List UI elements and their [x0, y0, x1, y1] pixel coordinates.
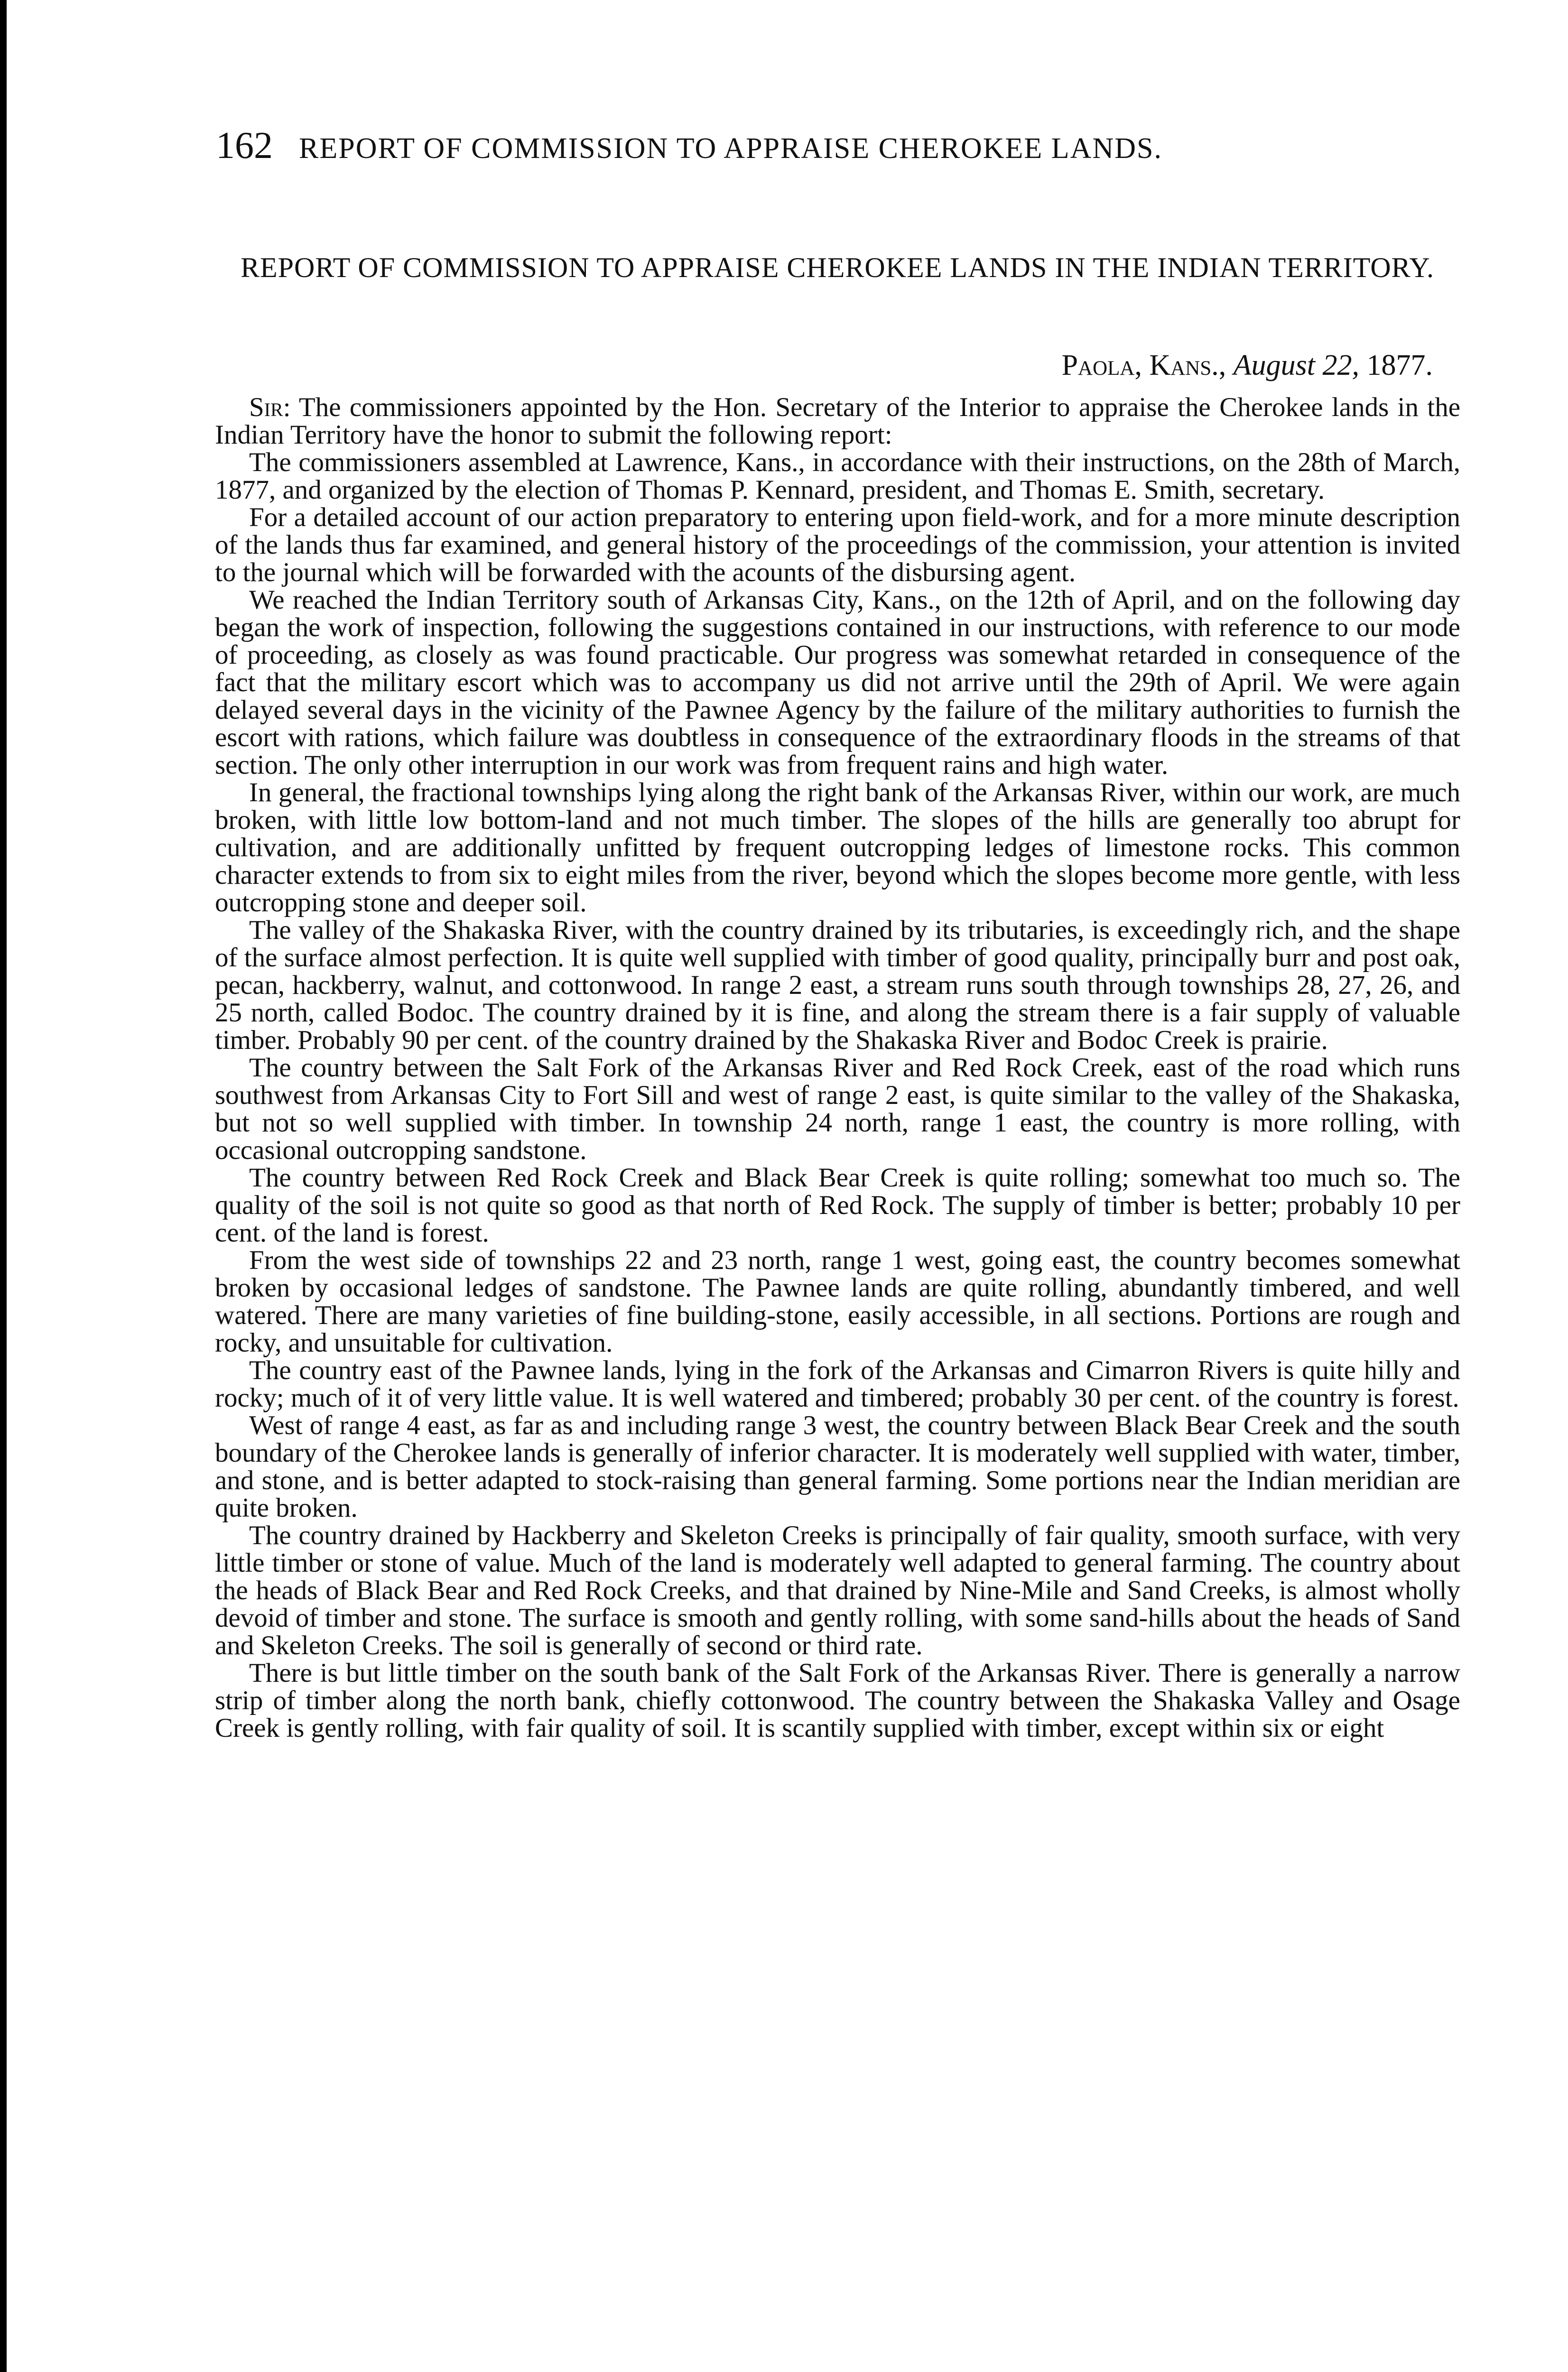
paragraph-7: The country between the Salt Fork of the Arkansas River and Red Rock Creek, east of the road which runs southwest from Arkansas City to Fort Sill and west of range 2 east, is quite similar to the valley of the Shakaska, but not so well supplied with timber. In township 24 north, range 1 east, the country is more rolling, with occasional outcropping sandstone. [215, 1053, 1460, 1165]
paragraph-2: The commissioners assembled at Lawrence, Kans., in accordance with their instructions, on the 28th of March, 1877, and organized by the election of Thomas P. Kennard, president, and Thomas E. Smith, secretary. [215, 447, 1460, 505]
paragraph-8: The country between Red Rock Creek and Black Bear Creek is quite rolling; somewhat too much so. The quality of the soil is not quite so good as that north of Red Rock. The supply of timber is better; probably 10 per cent. of the land is forest. [215, 1163, 1460, 1248]
paragraph-5: In general, the fractional townships lying along the right bank of the Arkansas River, within our work, are much broken, with little low bottom-land and not much timber. The slopes of the hills are generally too abrupt for cultivation, and are additionally unfitted by frequent outcropping ledges of limestone rocks. This common character extends to from six to eight miles from the river, beyond which the slopes become more gentle, with less outcropping stone and deeper soil. [215, 778, 1460, 917]
paragraph-3: For a detailed account of our action preparatory to entering upon field-work, and for a more minute description of the lands thus far examined, and general history of the proceedings of the commission, your attention is invited to the journal which will be forwarded with the acounts of the disbursing agent. [215, 502, 1460, 587]
report-title: REPORT OF COMMISSION TO APPRAISE CHEROKEE LANDS IN THE INDIAN TERRITORY. [241, 252, 1434, 283]
paragraph-4: We reached the Indian Territory south of Arkansas City, Kans., on the 12th of April, and on the following day began the work of inspection, following the suggestions contained in our instructions, with reference to our mode of proceeding, as closely as was found practicable. Our progress was somewhat retarded in consequence of the fact that the military escort which was to accompany us did not arrive until the 29th of April. We were again delayed several days in the vicinity of the Pawnee Agency by the failure of the military authorities to furnish the escort with rations, which failure was doubtless in consequence of the extraordinary floods in the streams of that section. The only other interruption in our work was from frequent rains and high water. [215, 585, 1460, 780]
paragraph-1-text: The commissioners appointed by the Hon. Secretary of the Interior to appraise the Cherokee lands in the Indian Territory have the honor to submit the following report: [215, 392, 1460, 450]
report-body [215, 394, 1460, 1742]
paragraph-9: From the west side of townships 22 and 23 north, range 1 west, going east, the country becomes somewhat broken by occasional ledges of sandstone. The Pawnee lands are quite rolling, abundantly timbered, and well watered. There are many varieties of fine building-stone, easily accessible, in all sections. Portions are rough and rocky, and unsuitable for cultivation. [215, 1245, 1460, 1358]
paragraph-6: The valley of the Shakaska River, with the country drained by its tributaries, is exceedingly rich, and the shape of the surface almost perfection. It is quite well supplied with timber of good quality, principally burr and post oak, pecan, hackberry, walnut, and cottonwood. In range 2 east, a stream runs south through townships 28, 27, 26, and 25 north, called Bodoc. The country drained by it is fine, and along the stream there is a fair supply of valuable timber. Probably 90 per cent. of the country drained by the Shakaska River and Bodoc Creek is prairie. [215, 915, 1460, 1055]
running-head [216, 124, 1459, 167]
paragraph-13: There is but little timber on the south bank of the Salt Fork of the Arkansas River. There is generally a narrow strip of timber along the north bank, chiefly cottonwood. The country between the Shakaska Valley and Osage Creek is gently rolling, with fair quality of soil. It is scantily supplied with timber, except within six or eight [215, 1658, 1460, 1743]
paragraph-1 [215, 394, 1460, 449]
dateline-year: 1877. [1366, 349, 1433, 381]
page-number: 162 [216, 125, 273, 167]
salutation: Sir: [249, 392, 291, 422]
dateline-month-day: August 22, [1233, 349, 1359, 381]
paragraph-10: The country east of the Pawnee lands, lying in the fork of the Arkansas and Cimarron Rivers is quite hilly and rocky; much of it of very little value. It is well watered and timbered; probably 30 per cent. of the country is forest. [215, 1355, 1460, 1413]
paragraph-11: West of range 4 east, as far as and including range 3 west, the country between Black Bear Creek and the south boundary of the Cherokee lands is generally of inferior character. It is moderately well supplied with water, timber, and stone, and is better adapted to stock-raising than general farming. Some portions near the Indian meridian are quite broken. [215, 1410, 1460, 1523]
paragraph-12: The country drained by Hackberry and Skeleton Creeks is principally of fair quality, smooth surface, with very little timber or stone of value. Much of the land is moderately well adapted to general farming. The country about the heads of Black Bear and Red Rock Creeks, and that drained by Nine-Mile and Sand Creeks, is almost wholly devoid of timber and stone. The surface is smooth and gently rolling, with some sand-hills about the heads of Sand and Skeleton Creeks. The soil is generally of second or third rate. [215, 1520, 1460, 1660]
scan-left-edge [0, 0, 7, 2372]
dateline-place: Paola, Kans., [1061, 349, 1226, 381]
running-title: REPORT OF COMMISSION TO APPRAISE CHEROKEE LANDS. [299, 132, 1162, 165]
dateline [209, 349, 1433, 382]
